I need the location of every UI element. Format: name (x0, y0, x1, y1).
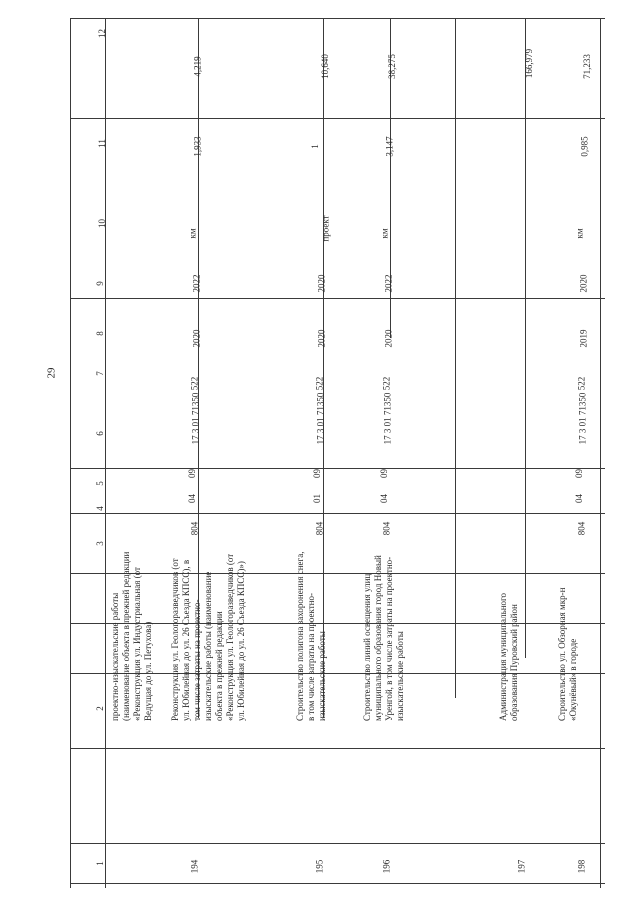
cell-c12: 4,219 (192, 56, 203, 77)
row-line (70, 118, 605, 119)
col-line (525, 18, 526, 658)
rotated-table (70, 13, 605, 893)
col-num: 10 (97, 219, 107, 228)
cell-c6: 17 3 01 71350 (315, 392, 326, 445)
cell-c4: 01 (312, 494, 322, 503)
cell-c5: 09 (312, 469, 322, 478)
cell-c12: 38,275 (386, 54, 397, 79)
cell-c7: 522 (576, 376, 587, 391)
row-name: Строительство полигона захоронения снега, в том числе затраты на проектно-изыскательские работы (295, 551, 327, 721)
row-name: Реконструкция ул. Геологоразведчиков (от ул. Юбилейная до ул. 26 Съезда КПСС), в том числе затраты на проектно-изыскательские работы (наименование объекта в прежней редакции «Реконструкция ул. Геологоразведчиков (от ул. Юбилейная до ул. 26 Съезда КПСС)») (170, 553, 246, 721)
col-num: 6 (94, 431, 105, 436)
cell-c10: км (379, 228, 390, 239)
row-name: Строительство ул. Обзорная мкр-н «Окунёвый» в городе (557, 587, 578, 721)
row-name: Администрация муниципального образования Пуровский район (498, 592, 519, 721)
row-no: 197 (516, 859, 527, 874)
cell-c9: 2022 (383, 274, 394, 293)
col-num: 7 (94, 371, 105, 376)
col-num: 2 (94, 706, 105, 711)
cell-c12: 71,233 (581, 54, 592, 79)
row-line (70, 843, 605, 844)
cell-c7: 522 (381, 376, 392, 391)
cell-c3: 804 (314, 521, 325, 536)
col-line (455, 18, 456, 698)
cell-c11: 1,933 (192, 136, 203, 157)
cell-c8: 2020 (191, 329, 202, 348)
cell-c10: проект (320, 215, 331, 242)
cell-c6: 17 3 01 71350 (382, 392, 393, 445)
col-num: 9 (94, 281, 105, 286)
row-line (70, 883, 605, 884)
row-no: 194 (189, 859, 200, 874)
row-no: 195 (314, 859, 325, 874)
cell-c5: 09 (574, 469, 584, 478)
cell-c6: 17 3 01 71350 (577, 392, 588, 445)
table-border-right (600, 18, 601, 888)
row-line (70, 298, 605, 299)
cell-c3: 804 (189, 521, 200, 536)
cell-c4: 04 (379, 494, 389, 503)
cell-c10: км (187, 228, 198, 239)
page-number: 29 (45, 367, 58, 379)
cell-c10: км (574, 228, 585, 239)
col-num: 4 (94, 506, 105, 511)
row-name-continued: проектно-изыскательские работы (наименование объекта в прежней редакции «Реконструкция ул. Индустриальная (от Ведущая до ул. Петухова) (110, 551, 153, 721)
cell-c4: 04 (574, 494, 584, 503)
cell-c3: 804 (576, 521, 587, 536)
row-no: 196 (381, 859, 392, 874)
cell-c11: 1 (309, 144, 320, 149)
cell-c11: 3,147 (384, 136, 395, 157)
cell-c7: 522 (314, 376, 325, 391)
cell-c9: 2020 (578, 274, 589, 293)
col-num: 12 (97, 29, 107, 38)
cell-c4: 04 (187, 494, 197, 503)
cell-c3: 804 (381, 521, 392, 536)
cell-c7: 522 (189, 376, 200, 391)
row-line (70, 513, 605, 514)
col-num: 1 (94, 861, 105, 866)
cell-c5: 09 (379, 469, 389, 478)
table-border-left (105, 18, 106, 888)
cell-c9: 2020 (316, 274, 327, 293)
cell-c11: 0,985 (579, 136, 590, 157)
row-line (70, 468, 605, 469)
col-num: 8 (94, 331, 105, 336)
cell-c8: 2019 (578, 329, 589, 348)
cell-c5: 09 (187, 469, 197, 478)
cell-c6: 17 3 01 71350 (190, 392, 201, 445)
col-num: 5 (94, 481, 105, 486)
cell-c8: 2020 (316, 329, 327, 348)
cell-c12: 10,640 (319, 54, 330, 79)
row-no: 198 (576, 859, 587, 874)
col-num: 11 (96, 139, 107, 148)
cell-c12: 166,979 (524, 48, 535, 79)
row-name: Строительство линий освещения улиц муниципального образования город Новый Уренгой, в том числе затраты на проектно-изыскательские работы (362, 555, 405, 721)
col-num: 3 (94, 541, 105, 546)
col-line (70, 18, 71, 888)
row-line (70, 748, 605, 749)
cell-c9: 2022 (191, 274, 202, 293)
cell-c8: 2020 (383, 329, 394, 348)
